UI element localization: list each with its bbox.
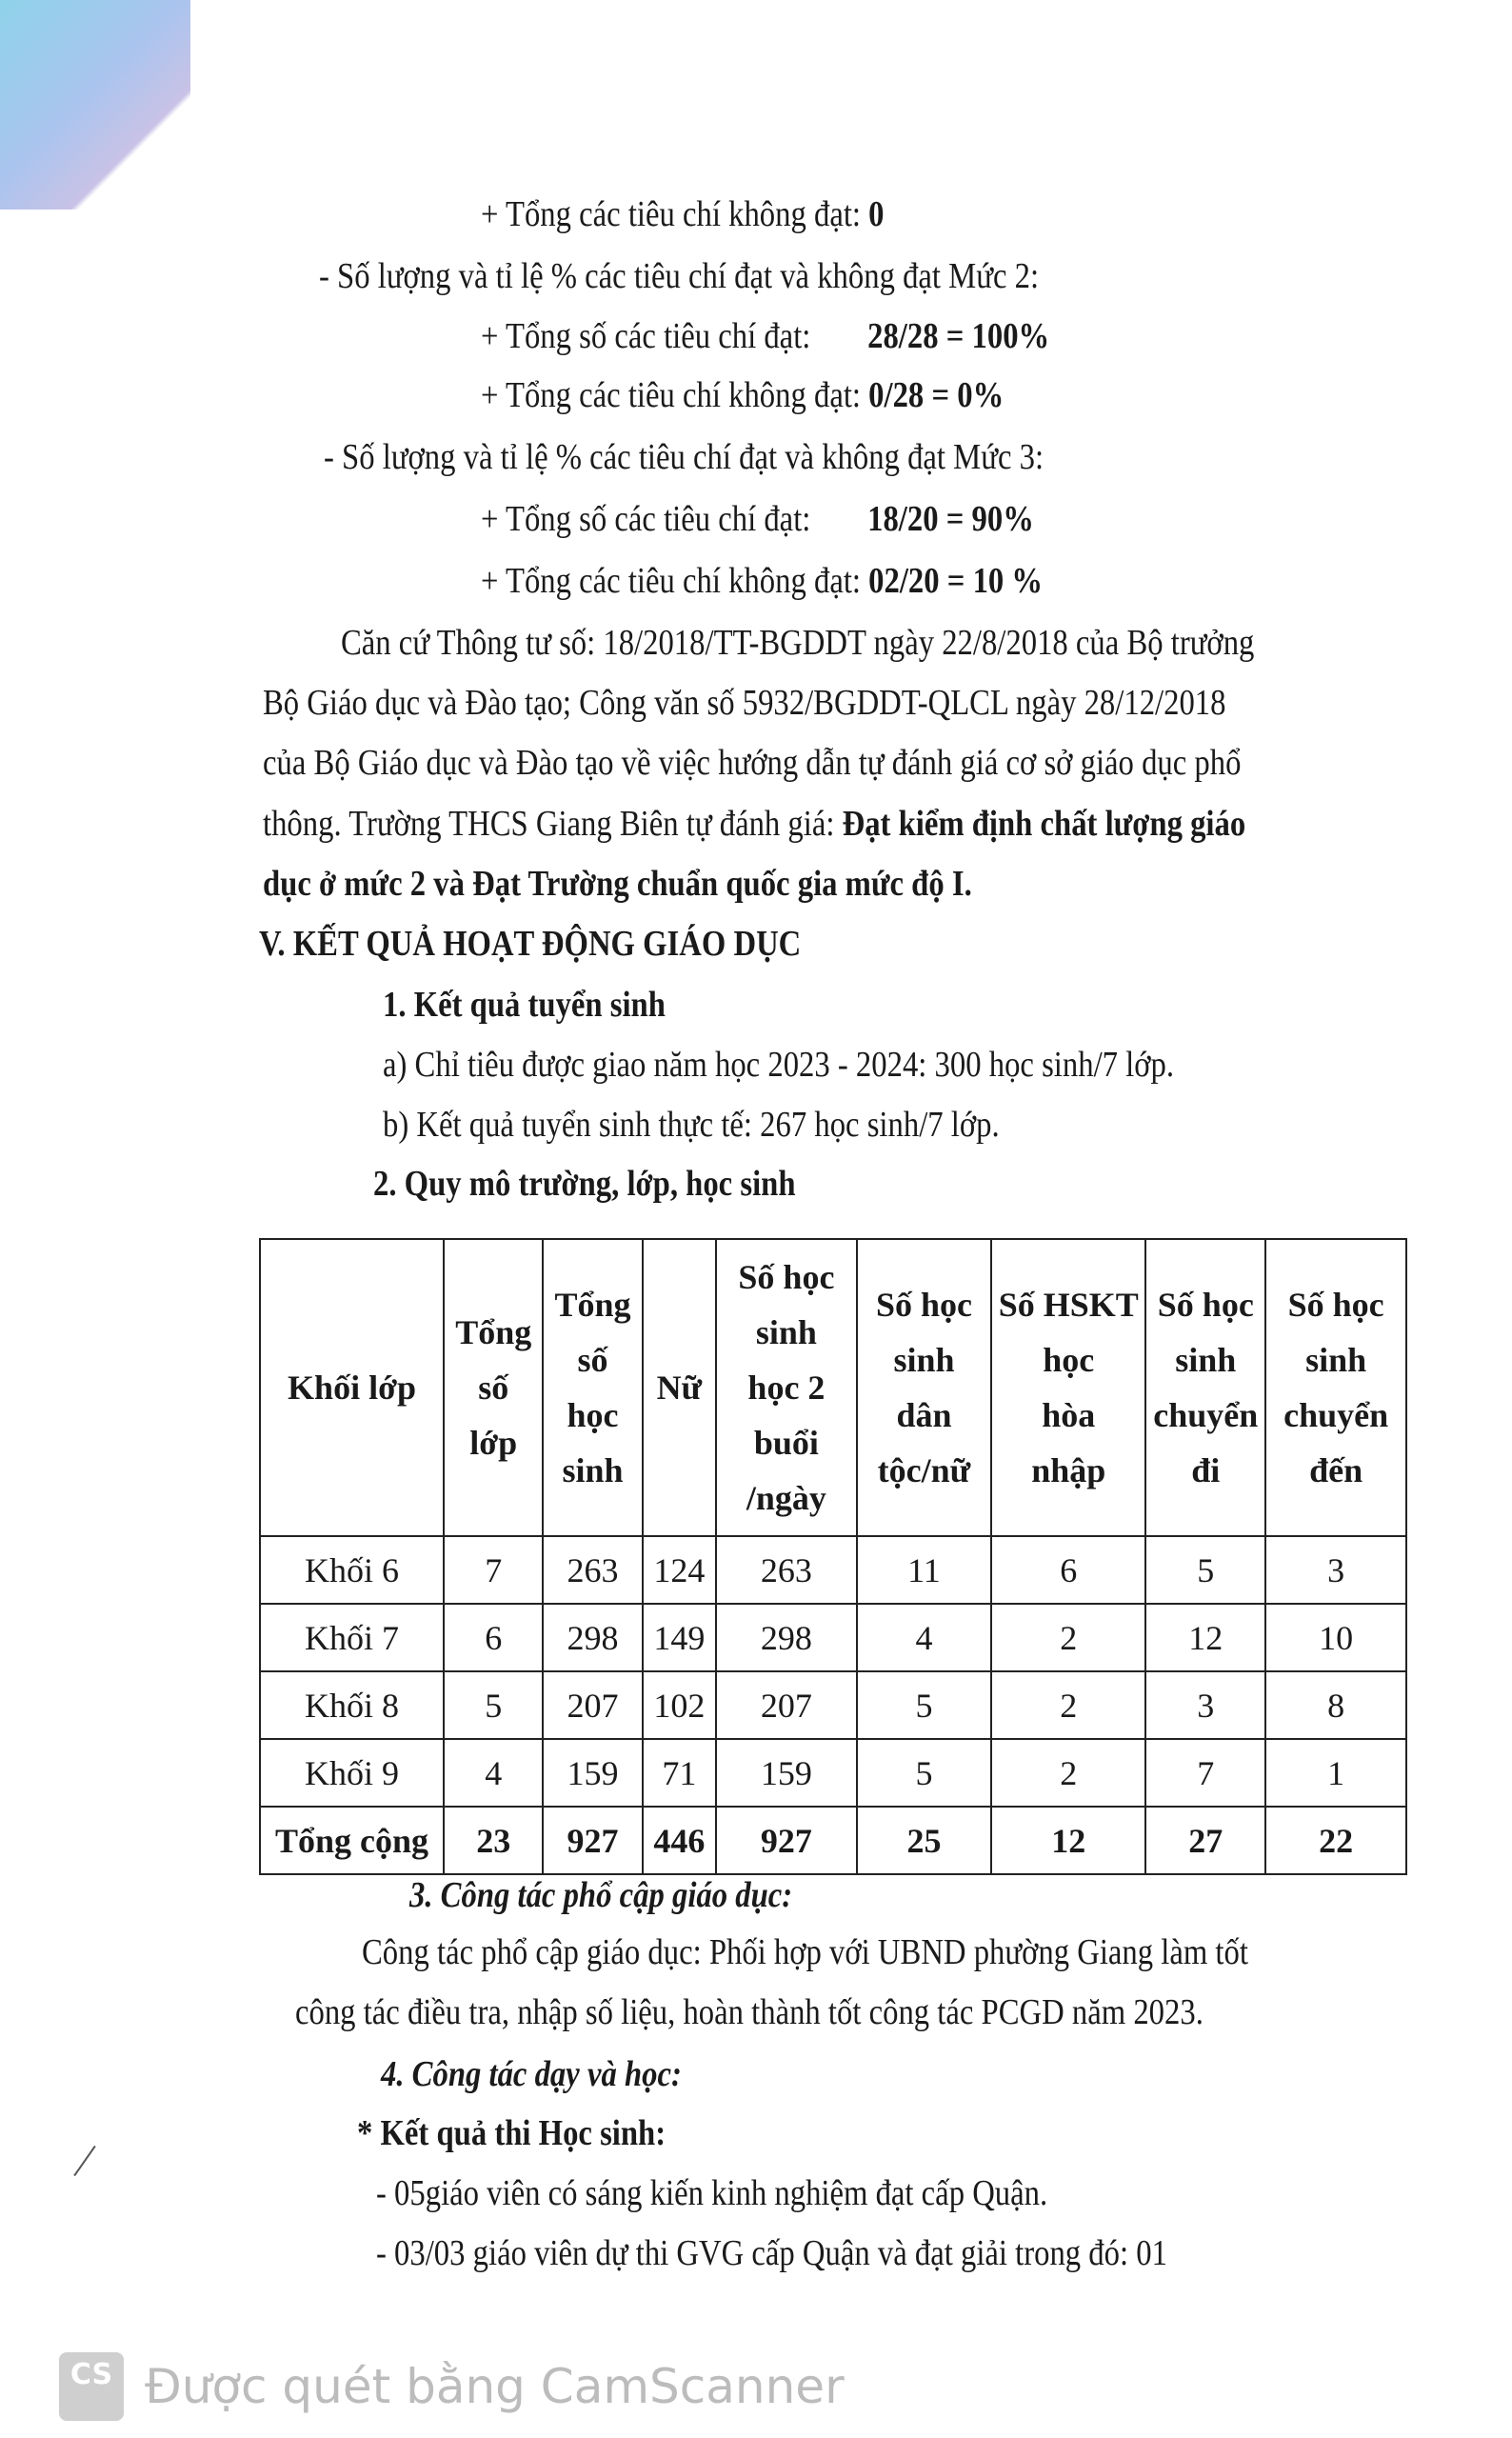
- row-label: Khối 8: [260, 1671, 444, 1739]
- table-cell: 149: [643, 1604, 716, 1671]
- header-line: học 2: [747, 1369, 826, 1407]
- table-row: [260, 1739, 1406, 1807]
- header-line: tộc/nữ: [877, 1451, 971, 1489]
- total-cell: 12: [991, 1807, 1145, 1874]
- table-cell: 11: [857, 1536, 991, 1604]
- header-line: số: [577, 1341, 608, 1379]
- row-label: Khối 9: [260, 1739, 444, 1807]
- table-cell: 10: [1265, 1604, 1406, 1671]
- header-line: sinh: [562, 1451, 624, 1489]
- table-cell: 207: [716, 1671, 857, 1739]
- level3-met-line: [481, 497, 1034, 541]
- header-line: đi: [1191, 1451, 1221, 1489]
- section4-heading: 4. Công tác dạy và học:: [381, 2054, 682, 2094]
- table-cell: 5: [444, 1671, 543, 1739]
- column-header: [857, 1239, 991, 1536]
- level2-heading: - Số lượng và tỉ lệ % các tiêu chí đạt và không đạt Mức 2:: [319, 256, 1040, 296]
- table-cell: 5: [857, 1671, 991, 1739]
- column-header: [444, 1239, 543, 1536]
- value: 0/28 = 0%: [868, 375, 1005, 415]
- label: + Tổng số các tiêu chí đạt:: [481, 316, 811, 356]
- basis-line-1: Căn cứ Thông tư số: 18/2018/TT-BGDDT ngày 22/8/2018 của Bộ trưởng: [341, 623, 1255, 663]
- total-label: Tổng cộng: [260, 1807, 444, 1874]
- value: 0: [868, 194, 885, 234]
- header-line: Khối lớp: [288, 1369, 417, 1407]
- column-header: [643, 1239, 716, 1536]
- header-line: nhập: [1031, 1451, 1106, 1489]
- pen-mark: [73, 2146, 95, 2176]
- row-label: Khối 7: [260, 1604, 444, 1671]
- header-line: Tổng: [554, 1286, 631, 1324]
- section3-heading: 3. Công tác phổ cập giáo dục:: [409, 1875, 793, 1915]
- header-line: dân: [896, 1396, 952, 1434]
- table-row: [260, 1536, 1406, 1604]
- total-cell: 446: [643, 1807, 716, 1874]
- value: 28/28 = 100%: [867, 316, 1050, 356]
- basis-line-3: của Bộ Giáo dục và Đào tạo về việc hướng dẫn tự đánh giá cơ sở giáo dục phổ: [263, 743, 1242, 783]
- table-header-row: [260, 1239, 1406, 1536]
- level2-met-line: [481, 314, 1049, 358]
- table-cell: 6: [991, 1536, 1145, 1604]
- table-cell: 7: [1145, 1739, 1265, 1807]
- value: 18/20 = 90%: [867, 499, 1034, 539]
- table-cell: 5: [1145, 1536, 1265, 1604]
- basis-line-4: [263, 802, 1245, 846]
- table-cell: 263: [543, 1536, 642, 1604]
- sub1-b: b) Kết quả tuyển sinh thực tế: 267 học sinh/7 lớp.: [383, 1105, 1000, 1145]
- header-line: đến: [1309, 1451, 1363, 1489]
- table-cell: 2: [991, 1739, 1145, 1807]
- section3-line-1: Công tác phổ cập giáo dục: Phối hợp với UBND phường Giang làm tốt: [362, 1932, 1248, 1972]
- header-line: hòa: [1042, 1396, 1096, 1434]
- section-v-heading: V. KẾT QUẢ HOẠT ĐỘNG GIÁO DỤC: [259, 924, 802, 964]
- header-line: sinh: [1305, 1341, 1367, 1379]
- header-line: sinh: [893, 1341, 955, 1379]
- header-line: chuyển: [1283, 1396, 1389, 1434]
- total-cell: 27: [1145, 1807, 1265, 1874]
- column-header: [716, 1239, 857, 1536]
- table-cell: 8: [1265, 1671, 1406, 1739]
- label: + Tổng các tiêu chí không đạt:: [481, 194, 861, 234]
- table-cell: 6: [444, 1604, 543, 1671]
- header-line: Số học: [875, 1286, 972, 1324]
- scan-edge-artifact: [0, 0, 190, 210]
- table-cell: 5: [857, 1739, 991, 1807]
- level3-heading: - Số lượng và tỉ lệ % các tiêu chí đạt và không đạt Mức 3:: [324, 437, 1044, 477]
- column-header: [991, 1239, 1145, 1536]
- section3-line-2: công tác điều tra, nhập số liệu, hoàn thành tốt công tác PCGD năm 2023.: [295, 1992, 1204, 2032]
- header-line: lớp: [469, 1424, 518, 1462]
- column-header: [543, 1239, 642, 1536]
- table-cell: 263: [716, 1536, 857, 1604]
- table-cell: 2: [991, 1604, 1145, 1671]
- level1-not-met-line: [481, 192, 885, 236]
- table-cell: 4: [857, 1604, 991, 1671]
- header-line: buổi: [753, 1424, 819, 1462]
- table-cell: 12: [1145, 1604, 1265, 1671]
- table-cell: 71: [643, 1739, 716, 1807]
- total-cell: 23: [444, 1807, 543, 1874]
- header-line: Tổng: [455, 1313, 532, 1351]
- total-cell: 927: [716, 1807, 857, 1874]
- column-header: [1265, 1239, 1406, 1536]
- table-cell: 207: [543, 1671, 642, 1739]
- level3-not-met-line: [481, 559, 1043, 603]
- header-line: học: [567, 1396, 619, 1434]
- table-cell: 159: [716, 1739, 857, 1807]
- table-cell: 3: [1265, 1536, 1406, 1604]
- total-cell: 25: [857, 1807, 991, 1874]
- sub1-heading: 1. Kết quả tuyển sinh: [383, 985, 666, 1025]
- value: 02/20 = 10 %: [868, 561, 1044, 601]
- header-line: /ngày: [746, 1479, 826, 1517]
- header-line: chuyển: [1153, 1396, 1259, 1434]
- table-cell: 124: [643, 1536, 716, 1604]
- total-cell: 927: [543, 1807, 642, 1874]
- header-line: Số học: [1287, 1286, 1384, 1324]
- table-cell: 298: [543, 1604, 642, 1671]
- table-cell: 3: [1145, 1671, 1265, 1739]
- sub2-heading: 2. Quy mô trường, lớp, học sinh: [373, 1164, 796, 1204]
- camscanner-logo-icon: CS: [59, 2352, 124, 2421]
- level2-not-met-line: [481, 373, 1004, 417]
- label: + Tổng các tiêu chí không đạt:: [481, 375, 861, 415]
- column-header: [260, 1239, 444, 1536]
- table-cell: 159: [543, 1739, 642, 1807]
- header-line: số: [478, 1369, 509, 1407]
- table-cell: 102: [643, 1671, 716, 1739]
- table-cell: 4: [444, 1739, 543, 1807]
- label: + Tổng các tiêu chí không đạt:: [481, 561, 861, 601]
- basis-line-5: dục ở mức 2 và Đạt Trường chuẩn quốc gia mức độ I.: [263, 864, 972, 904]
- table-cell: 298: [716, 1604, 857, 1671]
- text: thông. Trường THCS Giang Biên tự đánh giá:: [263, 804, 843, 844]
- header-line: học: [1043, 1341, 1095, 1379]
- table-row: [260, 1671, 1406, 1739]
- conclusion: Đạt kiểm định chất lượng giáo: [842, 804, 1246, 844]
- bullet-2: - 03/03 giáo viên dự thi GVG cấp Quận và đạt giải trong đó: 01: [376, 2233, 1167, 2273]
- basis-line-2: Bộ Giáo dục và Đào tạo; Công văn số 5932/BGDDT-QLCL ngày 28/12/2018: [263, 683, 1226, 723]
- table-cell: 2: [991, 1671, 1145, 1739]
- table-cell: 7: [444, 1536, 543, 1604]
- header-line: sinh: [755, 1313, 817, 1351]
- header-line: Số HSKT: [998, 1286, 1139, 1324]
- header-line: sinh: [1175, 1341, 1237, 1379]
- table-total-row: [260, 1807, 1406, 1874]
- row-label: Khối 6: [260, 1536, 444, 1604]
- total-cell: 22: [1265, 1807, 1406, 1874]
- column-header: [1145, 1239, 1265, 1536]
- header-line: Số học: [1157, 1286, 1254, 1324]
- sub1-a: a) Chỉ tiêu được giao năm học 2023 - 2024: 300 học sinh/7 lớp.: [383, 1045, 1175, 1085]
- label: + Tổng số các tiêu chí đạt:: [481, 499, 811, 539]
- watermark-text: Được quét bằng CamScanner: [145, 2359, 845, 2414]
- bullet-1: - 05giáo viên có sáng kiến kinh nghiệm đạt cấp Quận.: [376, 2173, 1048, 2213]
- camscanner-watermark: [59, 2352, 845, 2421]
- header-line: Nữ: [656, 1369, 703, 1407]
- table-cell: 1: [1265, 1739, 1406, 1807]
- table-row: [260, 1604, 1406, 1671]
- school-scale-table: [259, 1238, 1407, 1875]
- results-heading: * Kết quả thi Học sinh:: [357, 2113, 666, 2153]
- header-line: Số học: [738, 1258, 835, 1296]
